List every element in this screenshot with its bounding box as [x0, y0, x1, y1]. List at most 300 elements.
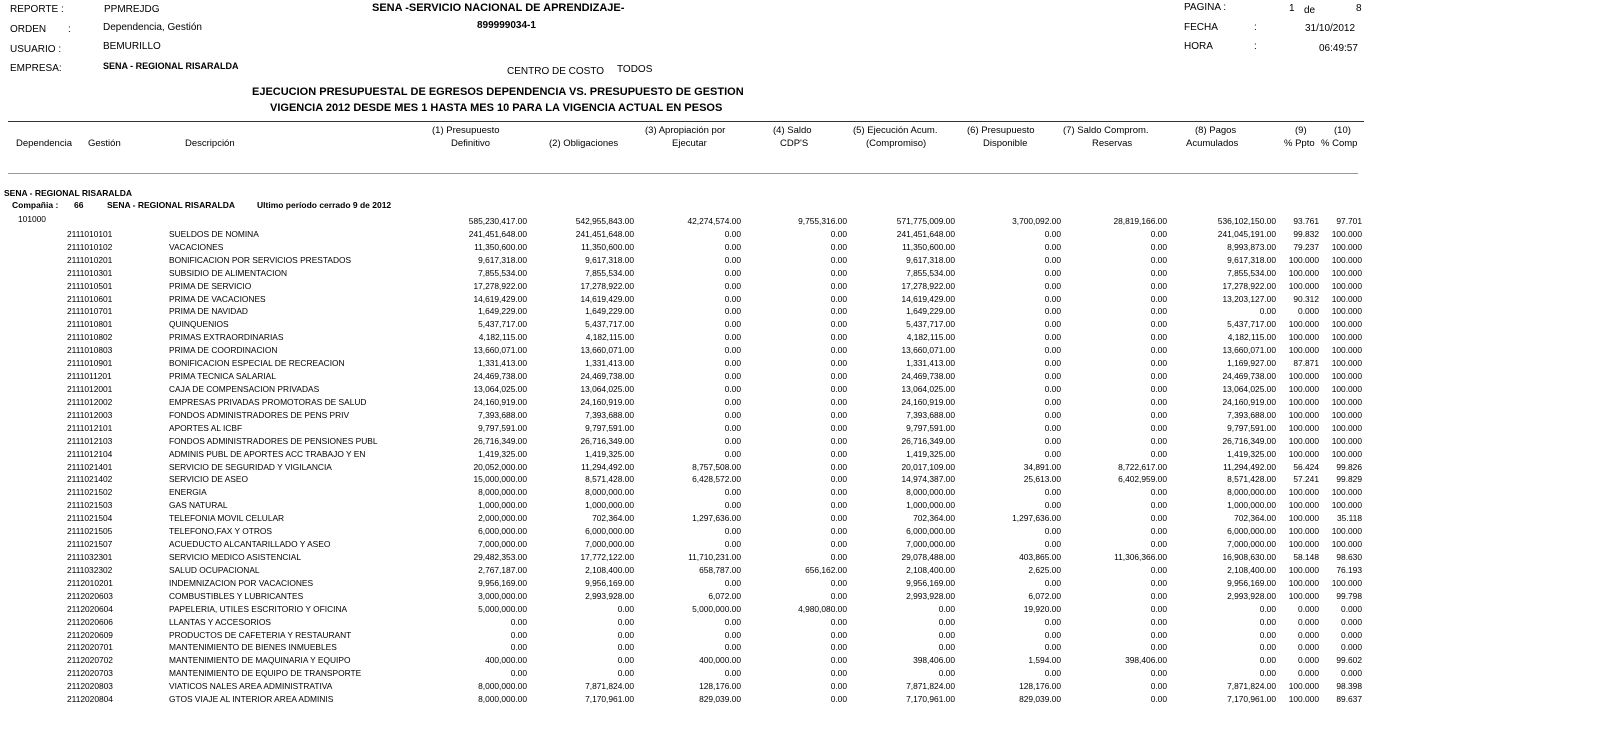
presupuesto-definitivo-cell: 29,482,353.00	[473, 551, 527, 562]
gestion-cell: 2111010803	[67, 345, 113, 356]
pagos-acumulados-cell: 9,956,169.00	[1227, 577, 1276, 588]
saldo-reservas-cell: 0.00	[1150, 603, 1167, 614]
pagos-acumulados-cell: 0.00	[1259, 655, 1276, 666]
table-row	[0, 499, 1600, 512]
apropiacion-cell: 0.00	[724, 371, 741, 382]
gestion-cell: 2111010501	[67, 280, 113, 291]
gestion-cell: 2111010801	[67, 319, 113, 330]
obligaciones-cell: 17,772,122.00	[580, 551, 634, 562]
usuario-label: USUARIO :	[10, 44, 62, 55]
presupuesto-disponible-cell: 0.00	[1044, 228, 1061, 239]
saldo-reservas-cell: 0.00	[1150, 383, 1167, 394]
ejecucion-acum-cell: 571,775,009.00	[896, 216, 955, 226]
ejecucion-acum-cell: 1,419,325.00	[906, 448, 955, 459]
presupuesto-definitivo-cell: 241,451,648.00	[468, 228, 527, 239]
col-5-line2: (Compromiso)	[866, 138, 927, 149]
saldo-reservas-cell: 0.00	[1150, 241, 1167, 252]
presupuesto-definitivo-cell: 9,956,169.00	[478, 577, 527, 588]
apropiacion-cell: 0.00	[724, 319, 741, 330]
pagos-acumulados-cell: 2,108,400.00	[1227, 564, 1276, 575]
saldo-reservas-cell: 0.00	[1150, 396, 1167, 407]
saldo-cdps-cell: 0.00	[830, 228, 847, 239]
saldo-cdps-cell: 0.00	[830, 332, 847, 343]
gestion-cell: 2112020603	[67, 590, 113, 601]
gestion-cell: 2111032301	[67, 551, 113, 562]
pagos-acumulados-cell: 9,797,591.00	[1227, 422, 1276, 433]
obligaciones-cell: 4,182,115.00	[585, 332, 634, 343]
ejecucion-acum-cell: 9,617,318.00	[906, 254, 955, 265]
descripcion-cell: ACUEDUCTO ALCANTARILLADO Y ASEO	[169, 539, 331, 550]
table-row	[0, 680, 1600, 693]
presupuesto-disponible-cell: 19,920.00	[1023, 603, 1061, 614]
descripcion-cell: SERVICIO MEDICO ASISTENCIAL	[169, 551, 302, 562]
gestion-cell: 2111012002	[67, 396, 113, 407]
pct-ppto-cell: 100.000	[1288, 267, 1319, 278]
compania-name: SENA - REGIONAL RISARALDA	[107, 200, 235, 210]
saldo-reservas-cell: 0.00	[1150, 577, 1167, 588]
presupuesto-definitivo-cell: 5,000,000.00	[478, 603, 527, 614]
apropiacion-cell: 658,787.00	[699, 564, 741, 575]
pagos-acumulados-cell: 5,437,717.00	[1227, 319, 1276, 330]
col-descripcion: Descripción	[185, 138, 235, 149]
presupuesto-definitivo-cell: 24,469,738.00	[473, 371, 527, 382]
pct-ppto-cell: 100.000	[1288, 513, 1319, 524]
col-2: (2) Obligaciones	[549, 138, 619, 149]
table-row	[0, 215, 1600, 228]
gestion-cell: 2112010201	[67, 577, 113, 588]
obligaciones-cell: 702,364.00	[592, 513, 634, 524]
pct-ppto-cell: 0.000	[1298, 655, 1319, 666]
presupuesto-disponible-cell: 0.00	[1044, 241, 1061, 252]
saldo-cdps-cell: 0.00	[830, 345, 847, 356]
descripcion-cell: ADMINIS PUBL DE APORTES ACC TRABAJO Y EN	[169, 448, 366, 459]
fecha-value: 31/10/2012	[1305, 23, 1356, 34]
pagos-acumulados-cell: 11,294,492.00	[1223, 461, 1276, 472]
pct-ppto-cell: 100.000	[1288, 487, 1319, 498]
saldo-reservas-cell: 0.00	[1150, 539, 1167, 550]
apropiacion-cell: 42,274,574.00	[687, 216, 741, 226]
presupuesto-definitivo-cell: 0.00	[510, 616, 527, 627]
gestion-cell: 2112020701	[67, 642, 113, 653]
empresa-label: EMPRESA:	[10, 63, 62, 74]
pct-ppto-cell: 0.000	[1298, 306, 1319, 317]
ejecucion-acum-cell: 7,170,961.00	[906, 694, 955, 705]
saldo-cdps-cell: 0.00	[830, 319, 847, 330]
gestion-cell: 2111010802	[67, 332, 113, 343]
pct-ppto-cell: 100.000	[1288, 448, 1319, 459]
pct-comp-cell: 99.829	[1336, 474, 1362, 485]
col-9-line2: % Ppto	[1284, 138, 1315, 149]
pct-ppto-cell: 90.312	[1293, 293, 1319, 304]
pct-ppto-cell: 100.000	[1288, 345, 1319, 356]
presupuesto-disponible-cell: 3,700,092.00	[1012, 216, 1061, 226]
saldo-reservas-cell: 0.00	[1150, 293, 1167, 304]
col-5-line1: (5) Ejecución Acum.	[853, 125, 938, 136]
periodo: Ultimo período cerrado 9 de 2012	[257, 200, 392, 210]
ejecucion-acum-cell: 1,331,413.00	[906, 358, 955, 369]
pct-ppto-cell: 100.000	[1288, 590, 1319, 601]
pagos-acumulados-cell: 241,045,191.00	[1217, 228, 1276, 239]
hora-label: HORA	[1184, 41, 1213, 52]
apropiacion-cell: 0.00	[724, 448, 741, 459]
obligaciones-cell: 0.00	[617, 655, 634, 666]
orden-colon: :	[68, 24, 71, 35]
ejecucion-acum-cell: 1,649,229.00	[906, 306, 955, 317]
reporte-label: REPORTE :	[10, 4, 64, 15]
pagos-acumulados-cell: 0.00	[1259, 629, 1276, 640]
table-row	[0, 461, 1600, 474]
pct-ppto-cell: 100.000	[1288, 332, 1319, 343]
saldo-cdps-cell: 0.00	[830, 526, 847, 537]
ejecucion-acum-cell: 0.00	[938, 616, 955, 627]
saldo-reservas-cell: 8,722,617.00	[1118, 461, 1167, 472]
pct-ppto-cell: 100.000	[1288, 409, 1319, 420]
reporte-value: PPMREJDG	[104, 4, 160, 15]
dependencia-cell: 101000	[18, 214, 46, 224]
table-row	[0, 667, 1600, 680]
pagos-acumulados-cell: 0.00	[1259, 616, 1276, 627]
saldo-reservas-cell: 0.00	[1150, 306, 1167, 317]
descripcion-cell: MANTENIMIENTO DE MAQUINARIA Y EQUIPO	[169, 655, 351, 666]
gestion-cell: 2111011201	[67, 371, 112, 382]
header-bottom-rule	[8, 173, 1358, 174]
saldo-reservas-cell: 0.00	[1150, 616, 1167, 627]
pct-comp-cell: 100.000	[1331, 228, 1362, 239]
descripcion-cell: PRIMA DE SERVICIO	[169, 280, 252, 291]
table-row	[0, 473, 1600, 486]
table-row	[0, 344, 1600, 357]
descripcion-cell: VIATICOS NALES AREA ADMINISTRATIVA	[169, 681, 333, 692]
presupuesto-definitivo-cell: 2,767,187.00	[478, 564, 527, 575]
table-row	[0, 538, 1600, 551]
presupuesto-definitivo-cell: 8,000,000.00	[478, 681, 527, 692]
presupuesto-definitivo-cell: 1,331,413.00	[478, 358, 527, 369]
obligaciones-cell: 9,797,591.00	[585, 422, 634, 433]
presupuesto-disponible-cell: 0.00	[1044, 358, 1061, 369]
saldo-cdps-cell: 0.00	[830, 409, 847, 420]
apropiacion-cell: 5,000,000.00	[692, 603, 741, 614]
gestion-cell: 2111021402	[67, 474, 113, 485]
obligaciones-cell: 6,000,000.00	[585, 526, 634, 537]
saldo-cdps-cell: 0.00	[830, 422, 847, 433]
hora-value: 06:49:57	[1319, 43, 1358, 54]
table-row	[0, 228, 1600, 241]
obligaciones-cell: 8,571,428.00	[585, 474, 634, 485]
apropiacion-cell: 0.00	[724, 642, 741, 653]
pct-comp-cell: 100.000	[1331, 306, 1362, 317]
pct-ppto-cell: 100.000	[1288, 254, 1319, 265]
saldo-cdps-cell: 0.00	[830, 539, 847, 550]
saldo-cdps-cell: 0.00	[830, 629, 847, 640]
descripcion-cell: TELEFONO,FAX Y OTROS	[169, 526, 273, 537]
presupuesto-disponible-cell: 0.00	[1044, 500, 1061, 511]
presupuesto-disponible-cell: 0.00	[1044, 306, 1061, 317]
table-row	[0, 693, 1600, 706]
obligaciones-cell: 7,871,824.00	[585, 681, 634, 692]
descripcion-cell: APORTES AL ICBF	[169, 422, 243, 433]
apropiacion-cell: 0.00	[724, 241, 741, 252]
ejecucion-acum-cell: 0.00	[938, 668, 955, 679]
saldo-reservas-cell: 0.00	[1150, 564, 1167, 575]
pct-comp-cell: 98.398	[1336, 681, 1362, 692]
saldo-reservas-cell: 0.00	[1150, 254, 1167, 265]
obligaciones-cell: 17,278,922.00	[580, 280, 634, 291]
saldo-cdps-cell: 0.00	[830, 487, 847, 498]
obligaciones-cell: 1,000,000.00	[585, 500, 634, 511]
pct-comp-cell: 100.000	[1331, 332, 1362, 343]
ejecucion-acum-cell: 5,437,717.00	[906, 319, 955, 330]
pct-ppto-cell: 100.000	[1288, 500, 1319, 511]
pct-comp-cell: 97.701	[1336, 216, 1362, 226]
saldo-cdps-cell: 0.00	[830, 655, 847, 666]
ejecucion-acum-cell: 7,000,000.00	[906, 539, 955, 550]
ejecucion-acum-cell: 241,451,648.00	[896, 228, 955, 239]
saldo-cdps-cell: 0.00	[830, 241, 847, 252]
table-row	[0, 486, 1600, 499]
presupuesto-disponible-cell: 6,072.00	[1028, 590, 1061, 601]
pct-comp-cell: 89.637	[1336, 694, 1362, 705]
ejecucion-acum-cell: 0.00	[938, 629, 955, 640]
saldo-cdps-cell: 0.00	[830, 590, 847, 601]
obligaciones-cell: 13,660,071.00	[580, 345, 634, 356]
ejecucion-acum-cell: 14,974,387.00	[901, 474, 955, 485]
table-row	[0, 383, 1600, 396]
saldo-cdps-cell: 0.00	[830, 474, 847, 485]
apropiacion-cell: 1,297,636.00	[692, 513, 741, 524]
apropiacion-cell: 0.00	[724, 345, 741, 356]
gestion-cell: 2111010901	[67, 358, 113, 369]
apropiacion-cell: 8,757,508.00	[692, 461, 741, 472]
pagos-acumulados-cell: 1,419,325.00	[1227, 448, 1276, 459]
apropiacion-cell: 0.00	[724, 409, 741, 420]
saldo-cdps-cell: 0.00	[830, 254, 847, 265]
pct-comp-cell: 100.000	[1331, 396, 1362, 407]
saldo-cdps-cell: 0.00	[830, 616, 847, 627]
gestion-cell: 2111012104	[67, 448, 113, 459]
ejecucion-acum-cell: 14,619,429.00	[901, 293, 955, 304]
apropiacion-cell: 0.00	[724, 358, 741, 369]
presupuesto-definitivo-cell: 8,000,000.00	[478, 487, 527, 498]
presupuesto-disponible-cell: 0.00	[1044, 642, 1061, 653]
col-4-line2: CDP'S	[780, 138, 809, 149]
apropiacion-cell: 0.00	[724, 383, 741, 394]
presupuesto-definitivo-cell: 4,182,115.00	[478, 332, 527, 343]
table-row	[0, 590, 1600, 603]
pagos-acumulados-cell: 4,182,115.00	[1227, 332, 1276, 343]
apropiacion-cell: 6,072.00	[708, 590, 741, 601]
presupuesto-definitivo-cell: 8,000,000.00	[478, 694, 527, 705]
pagos-acumulados-cell: 6,000,000.00	[1227, 526, 1276, 537]
obligaciones-cell: 1,331,413.00	[585, 358, 634, 369]
apropiacion-cell: 0.00	[724, 306, 741, 317]
saldo-cdps-cell: 4,980,080.00	[798, 603, 847, 614]
ejecucion-acum-cell: 6,000,000.00	[906, 526, 955, 537]
descripcion-cell: PRIMA DE VACACIONES	[169, 293, 266, 304]
apropiacion-cell: 0.00	[724, 293, 741, 304]
compania-label: Compañia :	[12, 200, 59, 210]
obligaciones-cell: 13,064,025.00	[580, 383, 634, 394]
saldo-reservas-cell: 398,406.00	[1125, 655, 1167, 666]
gestion-cell: 2111021505	[67, 526, 113, 537]
gestion-cell: 2111010201	[67, 254, 113, 265]
table-row	[0, 448, 1600, 461]
saldo-cdps-cell: 0.00	[830, 306, 847, 317]
saldo-cdps-cell: 0.00	[830, 551, 847, 562]
descripcion-cell: TELEFONIA MOVIL CELULAR	[169, 513, 285, 524]
gestion-cell: 2111012001	[67, 383, 113, 394]
pagos-acumulados-cell: 536,102,150.00	[1217, 216, 1276, 226]
table-row	[0, 654, 1600, 667]
gestion-cell: 2112020609	[67, 629, 113, 640]
presupuesto-definitivo-cell: 20,052,000.00	[473, 461, 527, 472]
table-row	[0, 603, 1600, 616]
presupuesto-disponible-cell: 128,176.00	[1019, 681, 1061, 692]
table-row	[0, 551, 1600, 564]
col-1-line1: (1) Presupuesto	[432, 125, 500, 136]
ejecucion-acum-cell: 24,469,738.00	[901, 371, 955, 382]
obligaciones-cell: 1,649,229.00	[585, 306, 634, 317]
saldo-cdps-cell: 0.00	[830, 358, 847, 369]
pagos-acumulados-cell: 0.00	[1259, 306, 1276, 317]
obligaciones-cell: 7,393,688.00	[585, 409, 634, 420]
pct-ppto-cell: 100.000	[1288, 383, 1319, 394]
gestion-cell: 2111010701	[67, 306, 113, 317]
pagos-acumulados-cell: 16,908,630.00	[1222, 551, 1276, 562]
obligaciones-cell: 0.00	[617, 642, 634, 653]
presupuesto-disponible-cell: 0.00	[1044, 345, 1061, 356]
pct-comp-cell: 35.118	[1337, 513, 1362, 524]
ejecucion-acum-cell: 8,000,000.00	[906, 487, 955, 498]
obligaciones-cell: 2,993,928.00	[585, 590, 634, 601]
obligaciones-cell: 24,469,738.00	[580, 371, 634, 382]
presupuesto-disponible-cell: 829,039.00	[1019, 694, 1061, 705]
pct-comp-cell: 99.602	[1336, 655, 1362, 666]
pct-comp-cell: 100.000	[1331, 267, 1362, 278]
presupuesto-definitivo-cell: 15,000,000.00	[473, 474, 527, 485]
apropiacion-cell: 0.00	[724, 500, 741, 511]
apropiacion-cell: 0.00	[724, 396, 741, 407]
pct-ppto-cell: 100.000	[1288, 539, 1319, 550]
pagos-acumulados-cell: 702,364.00	[1234, 513, 1276, 524]
apropiacion-cell: 0.00	[724, 526, 741, 537]
presupuesto-disponible-cell: 0.00	[1044, 383, 1061, 394]
ejecucion-acum-cell: 24,160,919.00	[901, 396, 955, 407]
presupuesto-definitivo-cell: 1,419,325.00	[478, 448, 527, 459]
pagina-value: 1	[1289, 3, 1295, 14]
pagos-acumulados-cell: 1,000,000.00	[1227, 500, 1276, 511]
pct-comp-cell: 98.630	[1336, 551, 1362, 562]
descripcion-cell: ENERGIA	[169, 487, 207, 498]
gestion-cell: 2112020604	[67, 603, 113, 614]
descripcion-cell: PRIMA TECNICA SALARIAL	[169, 371, 276, 382]
presupuesto-disponible-cell: 0.00	[1044, 539, 1061, 550]
descripcion-cell: PRIMA DE COORDINACION	[169, 345, 278, 356]
obligaciones-cell: 0.00	[617, 668, 634, 679]
saldo-reservas-cell: 0.00	[1150, 409, 1167, 420]
empresa-value: SENA - REGIONAL RISARALDA	[103, 61, 239, 71]
col-gestion: Gestión	[88, 138, 121, 149]
pagos-acumulados-cell: 17,278,922.00	[1222, 280, 1276, 291]
org-name: SENA -SERVICIO NACIONAL DE APRENDIZAJE-	[372, 2, 625, 14]
obligaciones-cell: 11,350,600.00	[581, 241, 634, 252]
table-row	[0, 435, 1600, 448]
table-row	[0, 512, 1600, 525]
presupuesto-disponible-cell: 0.00	[1044, 629, 1061, 640]
gestion-cell: 2112020803	[67, 681, 113, 692]
col-3-line1: (3) Apropiación por	[645, 125, 726, 136]
apropiacion-cell: 0.00	[724, 435, 741, 446]
table-row	[0, 577, 1600, 590]
gestion-cell: 2112020703	[67, 668, 113, 679]
pct-ppto-cell: 100.000	[1288, 694, 1319, 705]
ejecucion-acum-cell: 11,350,600.00	[902, 241, 955, 252]
saldo-cdps-cell: 0.00	[830, 513, 847, 524]
descripcion-cell: QUINQUENIOS	[169, 319, 229, 330]
gestion-cell: 2111010101	[67, 228, 113, 239]
obligaciones-cell: 0.00	[617, 629, 634, 640]
orden-value: Dependencia, Gestión	[103, 22, 202, 33]
pagos-acumulados-cell: 7,871,824.00	[1227, 681, 1276, 692]
saldo-cdps-cell: 0.00	[830, 371, 847, 382]
presupuesto-disponible-cell: 0.00	[1044, 254, 1061, 265]
saldo-cdps-cell: 0.00	[830, 500, 847, 511]
col-7-line2: Reservas	[1092, 138, 1133, 149]
centro-costo-value: TODOS	[617, 64, 653, 75]
col-9-line1: (9)	[1295, 125, 1307, 136]
gestion-cell: 2111021503	[67, 500, 113, 511]
ejecucion-acum-cell: 0.00	[938, 642, 955, 653]
table-row	[0, 318, 1600, 331]
pct-ppto-cell: 100.000	[1288, 526, 1319, 537]
apropiacion-cell: 0.00	[724, 332, 741, 343]
col-1-line2: Definitivo	[451, 138, 491, 149]
header-top-rule	[8, 121, 1364, 122]
gestion-cell: 2111012003	[67, 409, 113, 420]
table-row	[0, 280, 1600, 293]
pct-comp-cell: 100.000	[1331, 500, 1362, 511]
presupuesto-definitivo-cell: 2,000,000.00	[478, 513, 527, 524]
pct-comp-cell: 100.000	[1331, 487, 1362, 498]
pagos-acumulados-cell: 24,160,919.00	[1222, 396, 1276, 407]
pagos-acumulados-cell: 8,993,873.00	[1227, 241, 1276, 252]
ejecucion-acum-cell: 13,660,071.00	[901, 345, 955, 356]
fecha-label: FECHA	[1184, 22, 1218, 33]
saldo-cdps-cell: 9,755,316.00	[798, 216, 847, 226]
pct-ppto-cell: 0.000	[1298, 629, 1319, 640]
obligaciones-cell: 9,956,169.00	[585, 577, 634, 588]
pagos-acumulados-cell: 13,064,025.00	[1222, 383, 1276, 394]
descripcion-cell: PAPELERIA, UTILES ESCRITORIO Y OFICINA	[169, 603, 348, 614]
presupuesto-definitivo-cell: 7,855,534.00	[478, 267, 527, 278]
col-6-line2: Disponible	[983, 138, 1028, 149]
obligaciones-cell: 7,170,961.00	[585, 694, 634, 705]
presupuesto-disponible-cell: 0.00	[1044, 435, 1061, 446]
gestion-cell: 2111021507	[67, 539, 113, 550]
pct-comp-cell: 76.193	[1336, 564, 1362, 575]
ejecucion-acum-cell: 7,393,688.00	[906, 409, 955, 420]
presupuesto-definitivo-cell: 585,230,417.00	[468, 216, 527, 226]
pct-ppto-cell: 0.000	[1298, 642, 1319, 653]
pct-ppto-cell: 100.000	[1288, 371, 1319, 382]
pagos-acumulados-cell: 7,855,534.00	[1227, 267, 1276, 278]
presupuesto-disponible-cell: 25,613.00	[1023, 474, 1061, 485]
descripcion-cell: BONIFICACION ESPECIAL DE RECREACION	[169, 358, 345, 369]
saldo-cdps-cell: 0.00	[830, 668, 847, 679]
presupuesto-definitivo-cell: 11,350,600.00	[474, 241, 527, 252]
pct-ppto-cell: 100.000	[1288, 681, 1319, 692]
presupuesto-definitivo-cell: 0.00	[510, 629, 527, 640]
obligaciones-cell: 9,617,318.00	[585, 254, 634, 265]
